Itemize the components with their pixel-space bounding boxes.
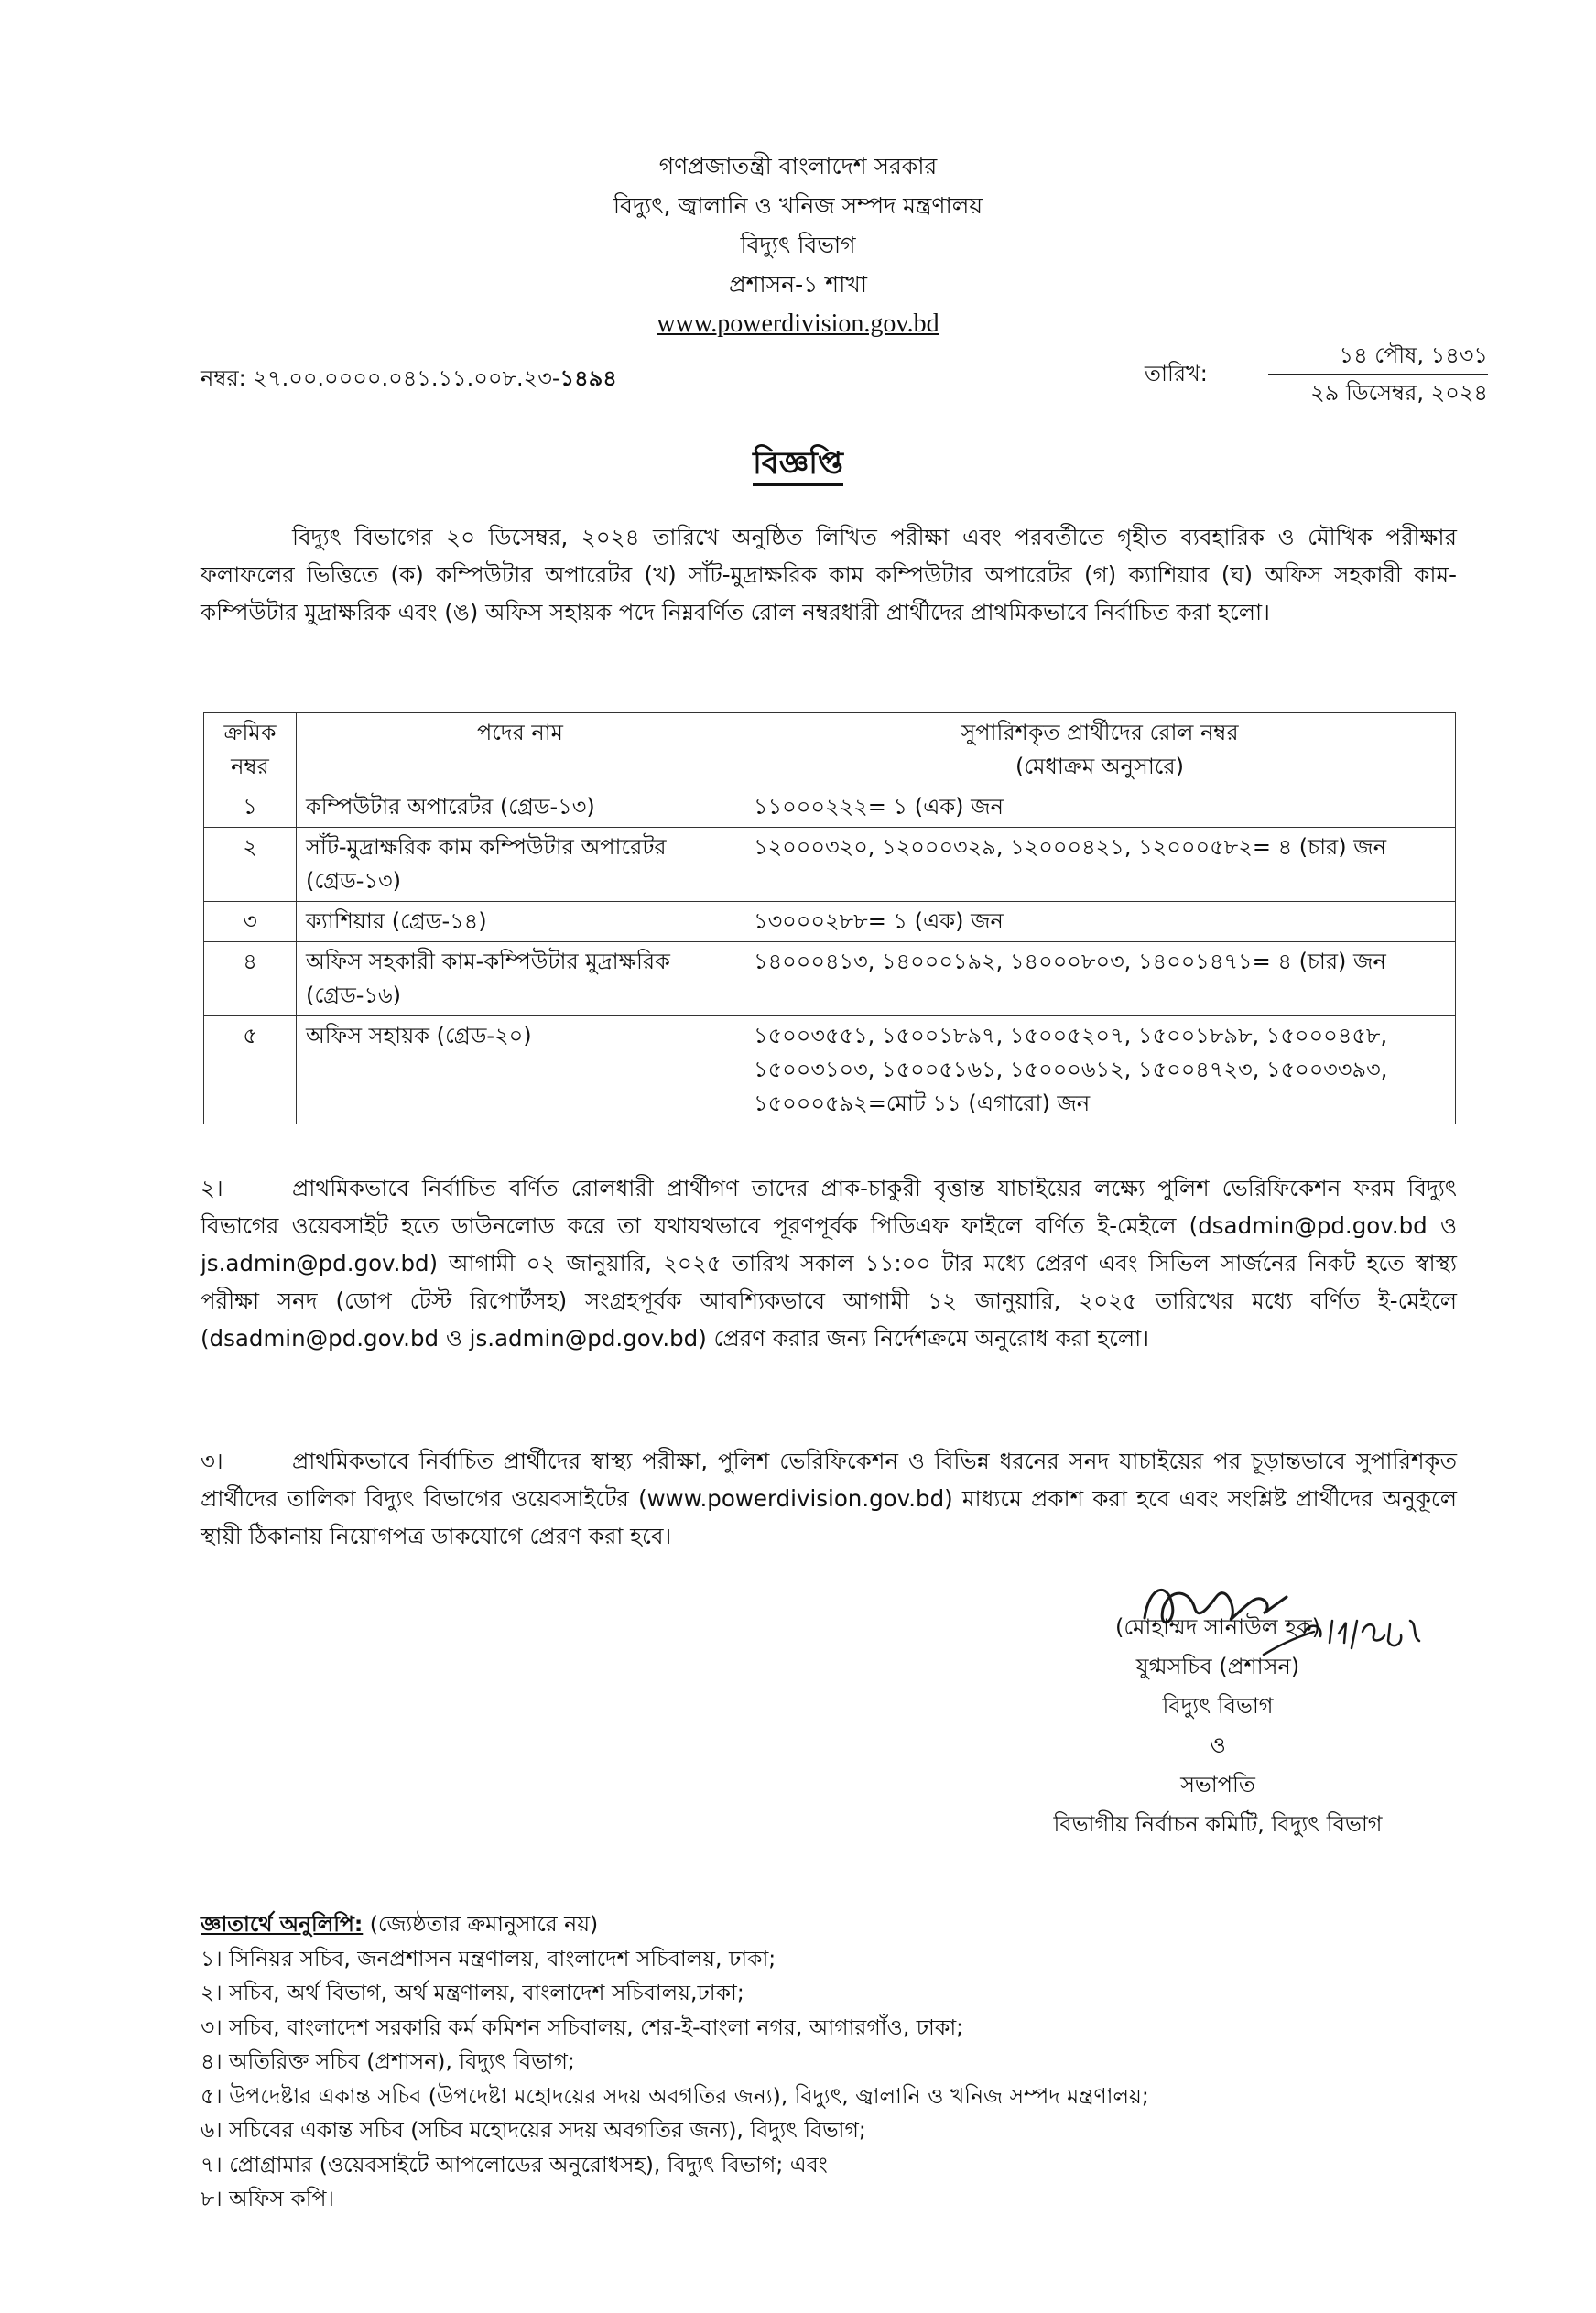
row-post: সাঁট-মুদ্রাক্ষরিক কাম কম্পিউটার অপারেটর (গ্রেড-১৩) — [297, 828, 744, 902]
list-item: ১। সিনিয়র সচিব, জনপ্রশাসন মন্ত্রণালয়, বাংলাদেশ সচিবালয়, ঢাকা; — [201, 1945, 776, 1971]
signature-block — [1026, 1571, 1410, 1844]
signatory-name: (মোহাম্মদ সানাউল হক) — [1114, 1614, 1321, 1640]
row-post: কম্পিউটার অপারেটর (গ্রেড-১৩) — [297, 787, 744, 828]
row-post: অফিস সহকারী কাম-কম্পিউটার মুদ্রাক্ষরিক (গ্রেড-১৬) — [297, 942, 744, 1016]
row-post: অফিস সহায়ক (গ্রেড-২০) — [297, 1016, 744, 1124]
list-item: ৮। অফিস কপি। — [201, 2186, 334, 2211]
header-serial: ক্রমিক নম্বর — [204, 713, 297, 787]
signatory-committee: বিভাগীয় নির্বাচন কমিটি, বিদ্যুৎ বিভাগ — [1053, 1811, 1383, 1837]
letterhead — [0, 147, 1596, 343]
list-item: ৪। অতিরিক্ত সচিব (প্রশাসন), বিদ্যুৎ বিভাগ; — [201, 2048, 575, 2074]
table-header-row — [204, 713, 1456, 787]
paragraph-3 — [201, 1442, 1457, 1555]
branch-name: প্রশাসন-১ শাখা — [728, 271, 868, 298]
list-item: ২। সচিব, অর্থ বিভাগ, অর্থ মন্ত্রণালয়, বাংলাদেশ সচিবালয়,ঢাকা; — [201, 1980, 744, 2005]
copy-list — [201, 1907, 1149, 2217]
row-rolls: ১৪০০০৪১৩, ১৪০০০১৯২, ১৪০০০৮০৩, ১৪০০১৪৭১= ৪ (চার) জন — [744, 942, 1456, 1016]
list-item: ৫। উপদেষ্টার একান্ত সচিব (উপদেষ্টা মহোদয়ের সদয় অবগতির জন্য), বিদ্যুৎ, জ্বালানি ও খনিজ সম্পদ মন্ত্রণালয়; — [201, 2082, 1149, 2109]
list-item: ৭। প্রোগ্রামার (ওয়েবসাইটে আপলোডের অনুরোধসহ), বিদ্যুৎ বিভাগ; এবং — [201, 2151, 828, 2177]
row-post: ক্যাশিয়ার (গ্রেড-১৪) — [297, 902, 744, 942]
paragraph-3-text: প্রাথমিকভাবে নির্বাচিত প্রার্থীদের স্বাস্থ্য পরীক্ষা, পুলিশ ভেরিফিকেশন ও বিভিন্ন ধরনের সনদ যাচাইয়ের পর চূড়ান্তভাবে সুপারিশকৃত প্রার্থীদের তালিকা বিদ্যুৎ বিভাগের ওয়েবসাইটের (www.powerdivision.gov.bd) মাধ্যমে প্রকাশ করা হবে এবং সংশ্লিষ্ট প্রার্থীদের অনুকূলে স্থায়ী ঠিকানায় নিয়োগপত্র ডাকযোগে প্রেরণ করা হবে। — [201, 1448, 1457, 1549]
paragraph-2-text: প্রাথমিকভাবে নির্বাচিত বর্ণিত রোলধারী প্রার্থীগণ তাদের প্রাক-চাকুরী বৃত্তান্ত যাচাইয়ের লক্ষ্যে পুলিশ ভেরিফিকেশন ফরম বিদ্যুৎ বিভাগের ওয়েবসাইট হতে ডাউনলোড করে তা যথাযথভাবে পূরণপূর্বক পিডিএফ ফাইলে বর্ণিত ই-মেইলে (dsadmin@pd.gov.bd ও js.admin@pd.gov.bd) আগামী ০২ জানুয়ারি, ২০২৫ তারিখ সকাল ১১:০০ টার মধ্যে প্রেরণ এবং সিভিল সার্জনের নিকট হতে স্বাস্থ্য পরীক্ষা সনদ (ডোপ টেস্ট রিপোর্টসহ) সংগ্রহপূর্বক আবশ্যিকভাবে আগামী ১২ জানুয়ারি, ২০২৫ তারিখের মধ্যে বর্ণিত ই-মেইলে (dsadmin@pd.gov.bd ও js.admin@pd.gov.bd) প্রেরণ করার জন্য নির্দেশক্রমে অনুরোধ করা হলো। — [201, 1175, 1457, 1352]
paragraph-2 — [201, 1169, 1457, 1357]
ministry-name: বিদ্যুৎ, জ্বালানি ও খনিজ সম্পদ মন্ত্রণালয় — [613, 192, 983, 219]
date-english: ২৯ ডিসেম্বর, ২০২৪ — [1310, 380, 1488, 406]
row-serial: ১ — [204, 787, 297, 828]
row-rolls: ১৫০০৩৫৫১, ১৫০০১৮৯৭, ১৫০০৫২০৭, ১৫০০১৮৯৮, ১৫০০০৪৫৮, ১৫০০৩১০৩, ১৫০০৫১৬১, ১৫০০০৬১২, ১৫০০৪৭২৩, ১৫০০৩৩৯৩, ১৫০০০৫৯২=মোট ১১ (এগারো) জন — [744, 1016, 1456, 1124]
copy-list-heading: জ্ঞাতার্থে অনুলিপি: (জ্যেষ্ঠতার ক্রমানুসারে নয়) — [201, 1911, 599, 1937]
table-row — [204, 1016, 1456, 1124]
website-link[interactable]: www.powerdivision.gov.bd — [657, 309, 939, 338]
results-table — [203, 712, 1456, 1124]
table-row — [204, 942, 1456, 1016]
row-serial: ৪ — [204, 942, 297, 1016]
paragraph-2-number: ২। — [201, 1175, 223, 1201]
list-item: ৩। সচিব, বাংলাদেশ সরকারি কর্ম কমিশন সচিবালয়, শের-ই-বাংলা নগর, আগারগাঁও, ঢাকা; — [201, 2014, 964, 2040]
division-name: বিদ্যুৎ বিভাগ — [740, 232, 856, 258]
row-rolls: ১৩০০০২৮৮= ১ (এক) জন — [744, 902, 1456, 942]
memo-serial: ১৪৯৪ — [559, 365, 617, 391]
memo-number — [201, 362, 617, 398]
paragraph-1: বিদ্যুৎ বিভাগের ২০ ডিসেম্বর, ২০২৪ তারিখে অনুষ্ঠিত লিখিত পরীক্ষা এবং পরবর্তীতে গৃহীত ব্যবহারিক ও মৌখিক পরীক্ষার ফলাফলের ভিত্তিতে (ক) কম্পিউটার অপারেটর (খ) সাঁট-মুদ্রাক্ষরিক কাম কম্পিউটার অপারেটর (গ) ক্যাশিয়ার (ঘ) অফিস সহকারী কাম-কম্পিউটার মুদ্রাক্ষরিক এবং (ঙ) অফিস সহায়ক পদে নিম্নবর্ণিত রোল নম্বরধারী প্রার্থীদের প্রাথমিকভাবে নির্বাচিত করা হলো। — [201, 524, 1457, 625]
row-serial: ৫ — [204, 1016, 297, 1124]
table-row — [204, 787, 1456, 828]
notice-title: বিজ্ঞপ্তি — [0, 440, 1596, 492]
table-row — [204, 828, 1456, 902]
header-post: পদের নাম — [297, 713, 744, 787]
signatory-and: ও — [1210, 1732, 1226, 1758]
row-serial: ৩ — [204, 902, 297, 942]
signatory-designation: যুগ্মসচিব (প্রশাসন) — [1135, 1654, 1300, 1679]
header-rolls: সুপারিশকৃত প্রার্থীদের রোল নম্বর (মেধাক্রম অনুসারে) — [744, 713, 1456, 787]
row-rolls: ১১০০০২২২= ১ (এক) জন — [744, 787, 1456, 828]
paragraph-3-number: ৩। — [201, 1448, 223, 1474]
row-rolls: ১২০০০৩২০, ১২০০০৩২৯, ১২০০০৪২১, ১২০০০৫৮২= ৪ (চার) জন — [744, 828, 1456, 902]
memo-label: নম্বর: ২৭.০০.০০০০.০৪১.১১.০০৮.২৩- — [201, 365, 560, 391]
signatory-role: সভাপতি — [1180, 1772, 1255, 1797]
signatory-office: বিদ্যুৎ বিভাগ — [1162, 1693, 1274, 1719]
govt-name: গণপ্রজাতন্ত্রী বাংলাদেশ সরকার — [658, 153, 938, 179]
list-item: ৬। সচিবের একান্ত সচিব (সচিব মহোদয়ের সদয় অবগতির জন্য), বিদ্যুৎ বিভাগ; — [201, 2117, 866, 2143]
date-label: তারিখ: — [1145, 361, 1208, 386]
row-serial: ২ — [204, 828, 297, 902]
table-row — [204, 902, 1456, 942]
date-bangla: ১৪ পৌষ, ১৪৩১ — [1268, 337, 1488, 375]
